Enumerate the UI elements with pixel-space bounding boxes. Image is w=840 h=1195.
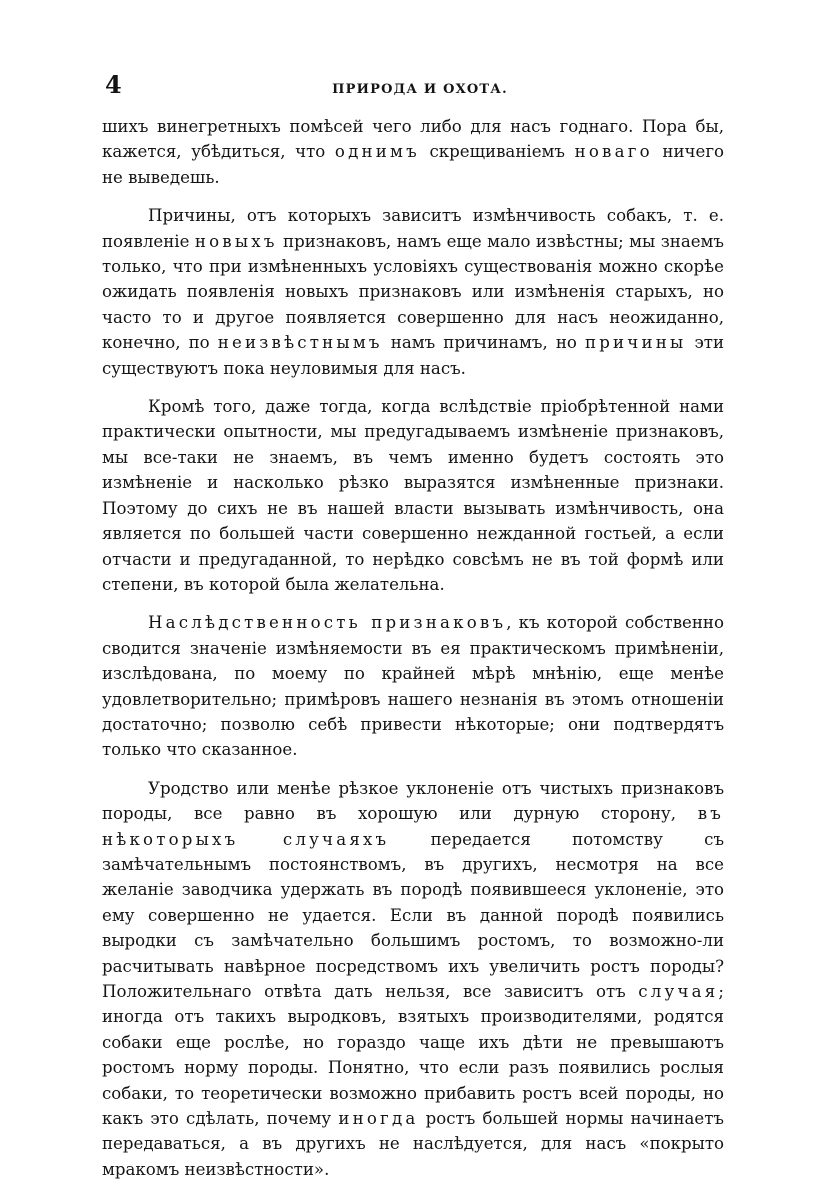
spaced-emphasis-text: Наслѣдственность признаковъ [148,613,507,633]
paragraph [102,114,724,190]
paragraph-text: ничего не выведешь. [102,142,724,187]
paragraph-text: шихъ винегретныхъ помѣсей чего либо для насъ годнаго. Пора бы, кажется, убѣдиться, что [102,117,724,162]
spaced-emphasis-text: новыхъ [194,231,278,251]
paragraph-text: , къ которой собственно сводится значеніе измѣняемости въ ея практическомъ примѣненіи, изслѣдована, по моему по крайней мѣрѣ мнѣнію, еще менѣе удовлетворительно; примѣровъ нашего незнанія въ этомъ отношеніи достаточно; позволю себѣ привести нѣкоторые; они подтвердятъ только что сказанное. [102,613,724,760]
paragraph [102,610,724,762]
paragraph-text: эти существуютъ пока неуловимыя для насъ. [102,333,725,378]
paragraph-text: передается потомству съ замѣчательнымъ постоянствомъ, въ другихъ, несмотря на все желаніе заводчика удержать въ породѣ появившееся уклоненіе, это ему совершенно не удается. Если въ данной породѣ появились выродки съ замѣчательно большимъ ростомъ, то возможно-ли расчитывать навѣрное посредствомъ ихъ увеличить ростъ породы? Положительнаго отвѣта дать нельзя, все зависитъ отъ [102,829,725,1001]
spaced-emphasis-text: неизвѣстнымъ [217,333,383,353]
paragraph-text: скрещиваніемъ [419,142,575,162]
spaced-emphasis-text: иногда [338,1109,419,1129]
paragraph-text: Причины, отъ которыхъ зависитъ измѣнчивость собакъ, т. е. появленіе [102,206,724,251]
spaced-emphasis-text: однимъ [334,142,420,162]
spaced-emphasis-text: въ нѣкоторыхъ случаяхъ [102,804,724,849]
spaced-emphasis-text: причины [584,333,687,353]
spaced-emphasis-text: случая [638,982,719,1001]
running-title: ПРИРОДА И ОХОТА. [332,82,508,97]
paragraph-text: ; иногда отъ такихъ выродковъ, взятыхъ производителями, родятся собаки еще рослѣе, но гораздо чаще ихъ дѣти не превышаютъ ростомъ норму породы. Понятно, что если разъ появились рослыя собаки, то теоретически возможно прибавить ростъ всей породы, но какъ это сдѣлать, почему [102,982,724,1129]
body-text [102,114,724,1195]
paragraph-text: признаковъ, намъ еще мало извѣстны; мы знаемъ только, что при измѣненныхъ условіяхъ существованія можно скорѣе ожидать появленія новыхъ признаковъ или измѣненія старыхъ, но часто то и другое появляется совершенно для насъ неожиданно, конечно, по [102,231,724,353]
paragraph-text: ростъ большей нормы начинаетъ передаваться, а въ другихъ не наслѣдуется, для насъ «покрыто мракомъ неизвѣстности». [102,1109,724,1179]
paragraph [102,203,724,381]
page-number: 4 [105,70,122,99]
paragraph [102,394,724,597]
paragraph-text: намъ причинамъ, но [382,333,585,353]
paragraph-text: Уродство или менѣе рѣзкое уклоненіе отъ чистыхъ признаковъ породы, все равно въ хорошую или дурную сторону, [102,778,724,824]
paragraph [102,776,724,1183]
spaced-emphasis-text: новаго [574,142,653,162]
paragraph-text: Кромѣ того, даже тогда, когда вслѣдствіе пріобрѣтенной нами практически опытности, мы предугадываемъ измѣненіе признаковъ, мы все-таки не знаемъ, въ чемъ именно будетъ состоять это измѣненіе и насколько рѣзко выразятся измѣненные признаки. Поэтому до сихъ не въ нашей власти вызывать измѣнчивость, она является по большей части совершенно нежданной гостьей, а если отчасти и предугаданной, то нерѣдко совсѣмъ не въ той формѣ или степени, въ которой была желательна. [102,397,724,594]
